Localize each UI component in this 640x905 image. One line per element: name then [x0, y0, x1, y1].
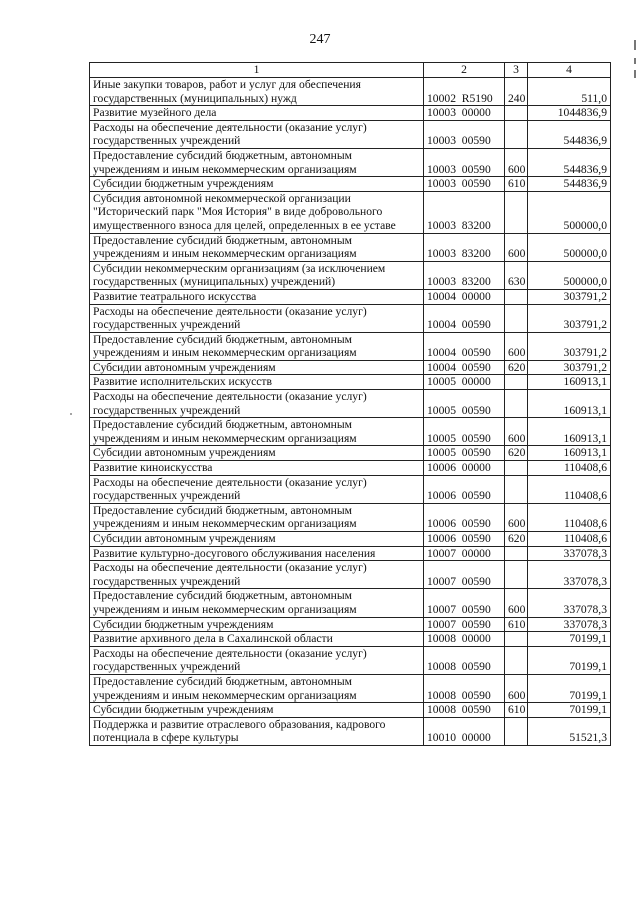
table-row [90, 375, 611, 390]
row-kind-cell: 600 [505, 503, 528, 531]
row-code-cell: 10008 00000 [424, 632, 505, 647]
row-kind-cell: 240 [505, 78, 528, 106]
row-sum-cell: 1044836,9 [528, 106, 611, 121]
table-row [90, 78, 611, 106]
table-row [90, 177, 611, 192]
header-row [90, 63, 611, 78]
row-kind-cell [505, 191, 528, 233]
row-code-cell: 10005 00590 [424, 446, 505, 461]
row-code-cell: 10006 00590 [424, 532, 505, 547]
row-code-cell: 10003 00000 [424, 106, 505, 121]
row-kind-cell: 620 [505, 360, 528, 375]
row-kind-cell: 600 [505, 148, 528, 176]
row-name-cell: Предоставление субсидий бюджетным, автономным учреждениям и иным некоммерческим организациям [90, 233, 424, 261]
row-kind-cell: 620 [505, 532, 528, 547]
row-code-cell: 10004 00590 [424, 332, 505, 360]
row-kind-cell [505, 106, 528, 121]
table-row [90, 332, 611, 360]
row-name-cell: Развитие музейного дела [90, 106, 424, 121]
row-code-cell: 10002 R5190 [424, 78, 505, 106]
row-code-cell: 10004 00590 [424, 304, 505, 332]
row-sum-cell: 160913,1 [528, 390, 611, 418]
row-name-cell: Субсидии автономным учреждениям [90, 532, 424, 547]
row-code-cell: 10005 00000 [424, 375, 505, 390]
row-sum-cell: 500000,0 [528, 191, 611, 233]
row-kind-cell [505, 632, 528, 647]
row-code-cell: 10006 00590 [424, 475, 505, 503]
row-code-cell: 10007 00590 [424, 561, 505, 589]
column-header-sum: 4 [528, 63, 611, 78]
table-row [90, 475, 611, 503]
row-code-cell: 10006 00590 [424, 503, 505, 531]
row-name-cell: Расходы на обеспечение деятельности (оказание услуг) государственных учреждений [90, 120, 424, 148]
row-sum-cell: 500000,0 [528, 261, 611, 289]
table-body [90, 78, 611, 746]
row-name-cell: Развитие исполнительских искусств [90, 375, 424, 390]
row-name-cell: Расходы на обеспечение деятельности (оказание услуг) государственных учреждений [90, 390, 424, 418]
row-code-cell: 10007 00590 [424, 617, 505, 632]
table-row [90, 589, 611, 617]
row-kind-cell [505, 375, 528, 390]
row-kind-cell: 610 [505, 703, 528, 718]
row-name-cell: Поддержка и развитие отраслевого образования, кадрового потенциала в сфере культуры [90, 717, 424, 745]
row-sum-cell: 160913,1 [528, 418, 611, 446]
row-sum-cell: 70199,1 [528, 674, 611, 702]
row-sum-cell: 337078,3 [528, 561, 611, 589]
row-sum-cell: 337078,3 [528, 589, 611, 617]
row-code-cell: 10003 83200 [424, 261, 505, 289]
row-kind-cell: 600 [505, 418, 528, 446]
column-header-kind: 3 [505, 63, 528, 78]
row-name-cell: Развитие культурно-досугового обслуживания населения [90, 546, 424, 561]
row-name-cell: Иные закупки товаров, работ и услуг для обеспечения государственных (муниципальных) нужд [90, 78, 424, 106]
row-sum-cell: 337078,3 [528, 617, 611, 632]
table-row [90, 461, 611, 476]
page-number: 247 [309, 32, 331, 47]
row-sum-cell: 70199,1 [528, 632, 611, 647]
row-name-cell: Субсидии бюджетным учреждениям [90, 177, 424, 192]
row-code-cell: 10007 00590 [424, 589, 505, 617]
table-row [90, 120, 611, 148]
row-name-cell: Расходы на обеспечение деятельности (оказание услуг) государственных учреждений [90, 475, 424, 503]
row-sum-cell: 303791,2 [528, 360, 611, 375]
table-row [90, 261, 611, 289]
row-sum-cell: 544836,9 [528, 177, 611, 192]
row-kind-cell: 600 [505, 674, 528, 702]
row-kind-cell [505, 390, 528, 418]
row-sum-cell: 303791,2 [528, 332, 611, 360]
row-sum-cell: 70199,1 [528, 703, 611, 718]
row-kind-cell: 600 [505, 332, 528, 360]
row-name-cell: Расходы на обеспечение деятельности (оказание услуг) государственных учреждений [90, 304, 424, 332]
row-sum-cell: 337078,3 [528, 546, 611, 561]
row-name-cell: Предоставление субсидий бюджетным, автономным учреждениям и иным некоммерческим организациям [90, 148, 424, 176]
row-code-cell: 10005 00590 [424, 390, 505, 418]
row-kind-cell [505, 717, 528, 745]
row-name-cell: Субсидии некоммерческим организациям (за исключением государственных (муниципальных) учреждений) [90, 261, 424, 289]
row-code-cell: 10003 00590 [424, 177, 505, 192]
row-sum-cell: 544836,9 [528, 148, 611, 176]
row-kind-cell [505, 304, 528, 332]
row-name-cell: Развитие архивного дела в Сахалинской области [90, 632, 424, 647]
row-kind-cell: 620 [505, 446, 528, 461]
table-row [90, 304, 611, 332]
row-code-cell: 10007 00000 [424, 546, 505, 561]
row-name-cell: Субсидия автономной некоммерческой организации "Исторический парк "Моя История" в виде добровольного имущественного взноса для целей, определенных в ее уставе [90, 191, 424, 233]
table-row [90, 289, 611, 304]
row-kind-cell [505, 546, 528, 561]
scan-speck [70, 413, 72, 415]
row-name-cell: Субсидии бюджетным учреждениям [90, 703, 424, 718]
row-sum-cell: 110408,6 [528, 503, 611, 531]
scan-edge-mark [634, 40, 636, 50]
row-sum-cell: 511,0 [528, 78, 611, 106]
table-row [90, 617, 611, 632]
row-sum-cell: 70199,1 [528, 646, 611, 674]
row-name-cell: Расходы на обеспечение деятельности (оказание услуг) государственных учреждений [90, 646, 424, 674]
row-name-cell: Субсидии автономным учреждениям [90, 446, 424, 461]
row-sum-cell: 110408,6 [528, 532, 611, 547]
budget-table [89, 62, 611, 746]
row-code-cell: 10010 00000 [424, 717, 505, 745]
row-sum-cell: 544836,9 [528, 120, 611, 148]
row-kind-cell [505, 646, 528, 674]
row-code-cell: 10004 00000 [424, 289, 505, 304]
row-name-cell: Предоставление субсидий бюджетным, автономным учреждениям и иным некоммерческим организациям [90, 418, 424, 446]
table-row [90, 632, 611, 647]
table-row [90, 418, 611, 446]
row-name-cell: Предоставление субсидий бюджетным, автономным учреждениям и иным некоммерческим организациям [90, 589, 424, 617]
row-kind-cell [505, 289, 528, 304]
row-sum-cell: 110408,6 [528, 461, 611, 476]
table-header [90, 63, 611, 78]
row-kind-cell [505, 461, 528, 476]
table-row [90, 674, 611, 702]
row-kind-cell: 610 [505, 177, 528, 192]
row-code-cell: 10008 00590 [424, 646, 505, 674]
row-code-cell: 10003 00590 [424, 148, 505, 176]
row-kind-cell: 630 [505, 261, 528, 289]
row-kind-cell [505, 475, 528, 503]
row-sum-cell: 160913,1 [528, 446, 611, 461]
scan-edge-mark [634, 70, 636, 78]
row-code-cell: 10004 00590 [424, 360, 505, 375]
table-row [90, 503, 611, 531]
table-row [90, 546, 611, 561]
row-kind-cell [505, 120, 528, 148]
row-sum-cell: 160913,1 [528, 375, 611, 390]
table-row [90, 446, 611, 461]
row-sum-cell: 303791,2 [528, 289, 611, 304]
table-row [90, 106, 611, 121]
row-name-cell: Субсидии бюджетным учреждениям [90, 617, 424, 632]
scan-edge-mark [634, 58, 636, 64]
table-row [90, 191, 611, 233]
table-row [90, 360, 611, 375]
row-kind-cell: 600 [505, 589, 528, 617]
row-code-cell: 10003 83200 [424, 191, 505, 233]
table-row [90, 561, 611, 589]
table-row [90, 390, 611, 418]
row-sum-cell: 303791,2 [528, 304, 611, 332]
column-header-name: 1 [90, 63, 424, 78]
row-name-cell: Предоставление субсидий бюджетным, автономным учреждениям и иным некоммерческим организациям [90, 332, 424, 360]
row-kind-cell [505, 561, 528, 589]
table-row [90, 148, 611, 176]
row-sum-cell: 51521,3 [528, 717, 611, 745]
row-kind-cell: 610 [505, 617, 528, 632]
table-row [90, 233, 611, 261]
row-sum-cell: 110408,6 [528, 475, 611, 503]
table-row [90, 646, 611, 674]
row-name-cell: Расходы на обеспечение деятельности (оказание услуг) государственных учреждений [90, 561, 424, 589]
table-row [90, 703, 611, 718]
row-code-cell: 10003 00590 [424, 120, 505, 148]
row-name-cell: Предоставление субсидий бюджетным, автономным учреждениям и иным некоммерческим организациям [90, 503, 424, 531]
row-code-cell: 10008 00590 [424, 703, 505, 718]
row-code-cell: 10006 00000 [424, 461, 505, 476]
row-name-cell: Развитие театрального искусства [90, 289, 424, 304]
row-name-cell: Развитие киноискусства [90, 461, 424, 476]
table-row [90, 717, 611, 745]
row-sum-cell: 500000,0 [528, 233, 611, 261]
row-name-cell: Предоставление субсидий бюджетным, автономным учреждениям и иным некоммерческим организациям [90, 674, 424, 702]
column-header-code: 2 [424, 63, 505, 78]
row-code-cell: 10008 00590 [424, 674, 505, 702]
row-code-cell: 10003 83200 [424, 233, 505, 261]
table-row [90, 532, 611, 547]
row-name-cell: Субсидии автономным учреждениям [90, 360, 424, 375]
row-kind-cell: 600 [505, 233, 528, 261]
row-code-cell: 10005 00590 [424, 418, 505, 446]
